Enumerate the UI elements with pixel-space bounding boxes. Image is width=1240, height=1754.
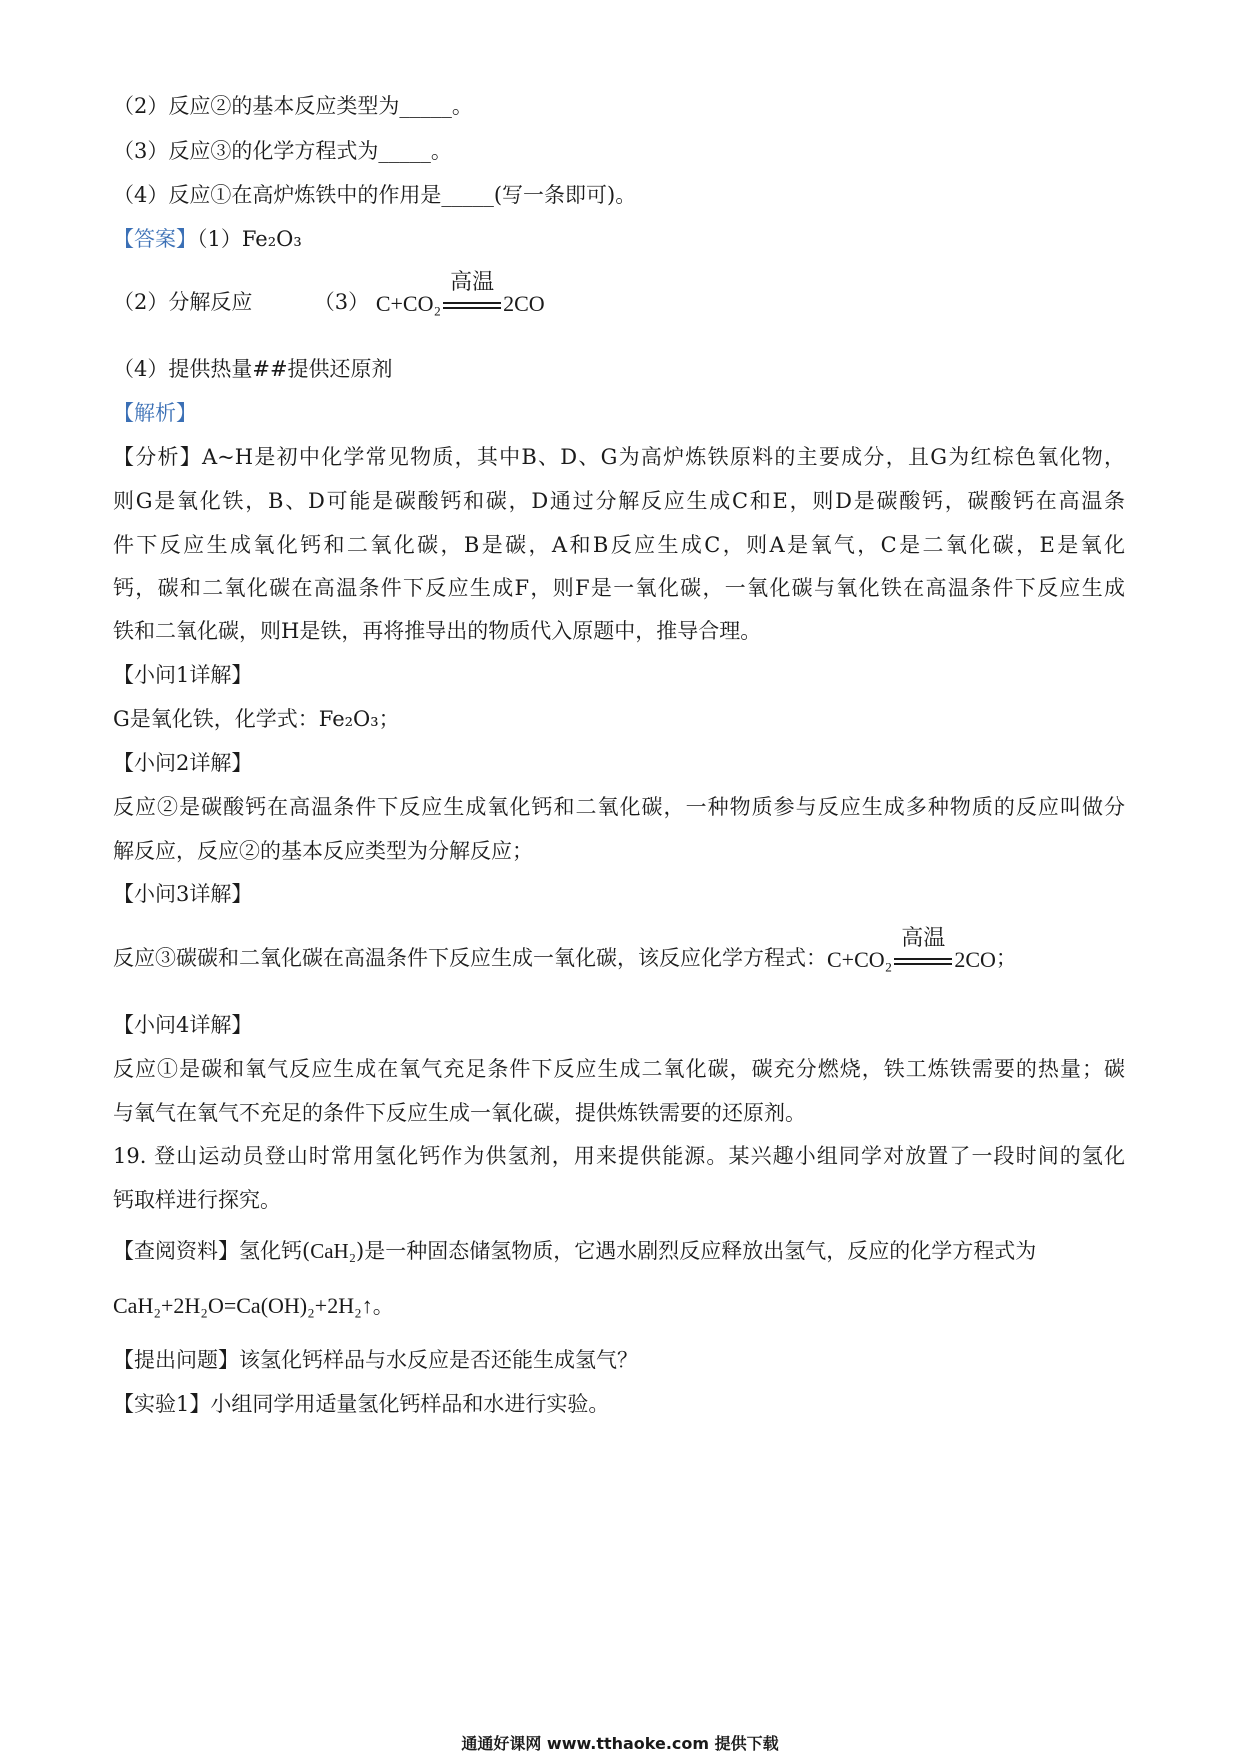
answer4-line: （4）提供热量##提供还原剂 — [113, 357, 393, 381]
info-line — [113, 1237, 1036, 1265]
sub3-end: ； — [995, 946, 1017, 970]
sub4-body-1: 反应①是碳和氧气反应生成在氧气充足条件下反应生成二氧化碳，碳充分燃烧，铁工炼铁需要的热量；碳 — [113, 1057, 1125, 1081]
answer1-label: （1） — [197, 227, 242, 251]
question-line: 【提出问题】该氢化钙样品与水反应是否还能生成氢气？ — [113, 1348, 638, 1372]
eq-condition: 高温 — [450, 270, 495, 296]
info-tail: )是一种固态储氢物质，它遇水剧烈反应释放出氢气，反应的化学方程式为 — [356, 1239, 1037, 1263]
analysis-line-5: 铁和二氧化碳，则H是铁，再将推导出的物质代入原题中，推导合理。 — [113, 619, 762, 643]
sub4-head: 【小问4详解】 — [113, 1013, 253, 1037]
sub1-body: G是氧化铁，化学式：Fe₂O₃； — [113, 707, 400, 731]
q2-line: （2）反应②的基本反应类型为_____。 — [113, 94, 473, 118]
analysis-line-1: 【分析】A~H是初中化学常见物质，其中B、D、G为高炉炼铁原料的主要成分，且G为红棕色氧化物， — [113, 445, 1125, 469]
sub3-body — [113, 926, 1017, 974]
answer3-label: （3） — [313, 290, 370, 314]
sub2-head: 【小问2详解】 — [113, 751, 253, 775]
analysis-line-4: 钙，碳和二氧化碳在高温条件下反应生成F，则F是一氧化碳，一氧化碳与氧化铁在高温条件下反应生成 — [113, 576, 1125, 600]
q4-line: （4）反应①在高炉炼铁中的作用是_____(写一条即可)。 — [113, 183, 637, 207]
info-equation: CaH₂+2H₂O=Ca(OH)₂+2H₂↑ — [113, 1293, 373, 1318]
info-equation-line — [113, 1292, 394, 1320]
sub4-body-2: 与氧气在氧气不充足的条件下反应生成一氧化碳，提供炼铁需要的还原剂。 — [113, 1101, 806, 1125]
answer1-formula: Fe₂O₃ — [241, 227, 302, 251]
answer-line-2 — [113, 270, 545, 318]
eq-arrow — [894, 926, 952, 967]
experiment-line: 【实验1】小组同学用适量氢化钙样品和水进行实验。 — [113, 1392, 610, 1416]
answer-line-1 — [113, 225, 302, 253]
eq-condition: 高温 — [901, 926, 946, 952]
answer3-equation — [375, 270, 545, 318]
info-formula: CaH₂ — [310, 1239, 357, 1263]
answer2-text: （2）分解反应 — [113, 290, 253, 314]
q19-line-2: 钙取样进行探究。 — [113, 1188, 281, 1212]
eq-left: C+CO₂ — [827, 946, 893, 972]
eq-right: 2CO — [503, 290, 545, 316]
sub3-equation — [827, 926, 996, 974]
info-head: 【查阅资料】氢化钙( — [113, 1239, 311, 1263]
sub1-head: 【小问1详解】 — [113, 663, 253, 687]
sub3-text: 反应③碳碳和二氧化碳在高温条件下反应生成一氧化碳，该反应化学方程式： — [113, 946, 827, 970]
eq-left: C+CO₂ — [375, 290, 442, 316]
analysis-line-2: 则G是氧化铁，B、D可能是碳酸钙和碳，D通过分解反应生成C和E，则D是碳酸钙，碳酸钙在高温条 — [113, 489, 1125, 513]
q3-line: （3）反应③的化学方程式为_____。 — [113, 139, 452, 163]
page-footer: 通通好课网 www.tthaoke.com 提供下载 — [461, 1734, 779, 1753]
analysis-tag: 【解析】 — [113, 401, 197, 425]
info-equation-end: 。 — [372, 1294, 394, 1318]
q19-line-1: 19. 登山运动员登山时常用氢化钙作为供氢剂，用来提供能源。某兴趣小组同学对放置了一段时间的氢化 — [113, 1144, 1125, 1168]
analysis-line-3: 件下反应生成氧化钙和二氧化碳，B是碳，A和B反应生成C，则A是氧气，C是二氧化碳，E是氧化 — [113, 533, 1125, 557]
answer-tag: 【答案】 — [113, 227, 197, 251]
sub2-body-1: 反应②是碳酸钙在高温条件下反应生成氧化钙和二氧化碳，一种物质参与反应生成多种物质的反应叫做分 — [113, 795, 1125, 819]
sub2-body-2: 解反应，反应②的基本反应类型为分解反应； — [113, 839, 533, 863]
eq-arrow — [443, 270, 501, 311]
eq-right: 2CO — [954, 946, 996, 972]
sub3-head: 【小问3详解】 — [113, 882, 253, 906]
